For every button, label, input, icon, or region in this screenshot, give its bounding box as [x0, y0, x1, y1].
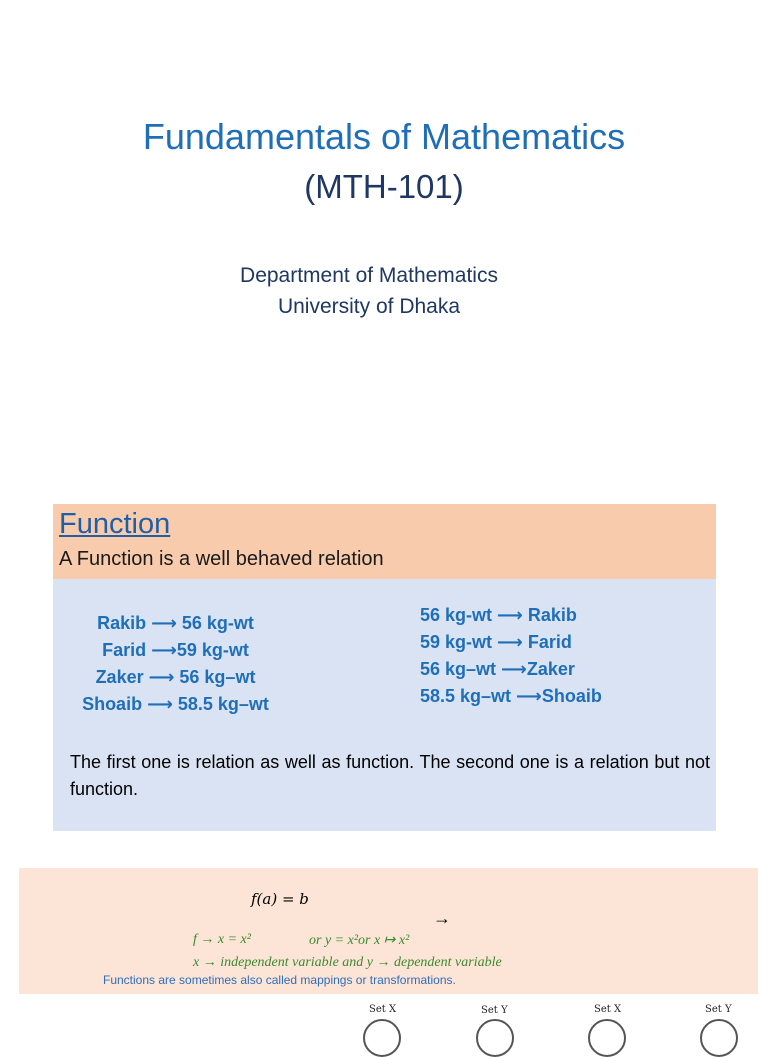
mapping-item: 56 kg–wt ⟶Zaker — [420, 659, 575, 679]
mapping-item: 58.5 kg–wt ⟶Shoaib — [420, 686, 602, 706]
function-heading: Function — [59, 508, 171, 540]
set-circle-icon — [476, 1019, 514, 1057]
set-label: Set X — [369, 1004, 397, 1015]
set-label: Set Y — [705, 1004, 732, 1015]
mapping-note: Functions are sometimes also called mappings or transformations. — [103, 973, 456, 987]
mapping-item: 56 kg-wt ⟶ Rakib — [420, 605, 577, 625]
function-body — [53, 579, 716, 831]
set-circle-icon — [700, 1019, 738, 1057]
mapping-notation-b: or y = x²or x ↦ x² — [309, 933, 410, 948]
course-code: (MTH-101) — [304, 168, 464, 205]
set-diagram-strip — [0, 994, 768, 1024]
function-subheading: A Function is a well behaved relation — [59, 548, 384, 570]
set-circle-icon — [588, 1019, 626, 1057]
mapping-notation-a: f → x = x² — [193, 932, 251, 947]
mapping-item: 59 kg-wt ⟶ Farid — [420, 632, 572, 652]
variable-definition: x → independent variable and y → dependent variable — [193, 955, 502, 970]
mapping-item: Rakib ⟶ 56 kg-wt — [97, 613, 254, 633]
page-title: Fundamentals of Mathematics — [142, 116, 626, 157]
mapping-item: Shoaib ⟶ 58.5 kg–wt — [82, 694, 269, 714]
right-arrow-icon: → — [433, 908, 451, 928]
right-mapping-list — [420, 602, 602, 710]
left-mapping-list — [63, 610, 288, 718]
notation-panel — [19, 868, 758, 994]
set-label: Set X — [594, 1004, 622, 1015]
function-note: The first one is relation as well as function. The second one is a relation but not function. — [70, 752, 710, 799]
mapping-item: Farid ⟶59 kg-wt — [102, 640, 249, 660]
function-header — [53, 504, 716, 579]
title-slide — [0, 0, 768, 420]
university-name: University of Dhaka — [277, 295, 461, 318]
mapping-item: Zaker ⟶ 56 kg–wt — [95, 667, 256, 687]
department-name: Department of Mathematics — [240, 264, 498, 287]
set-label: Set Y — [481, 1005, 508, 1016]
department-block — [0, 260, 738, 322]
set-circle-icon — [363, 1019, 401, 1057]
function-equation: f(a) = b — [251, 890, 309, 908]
